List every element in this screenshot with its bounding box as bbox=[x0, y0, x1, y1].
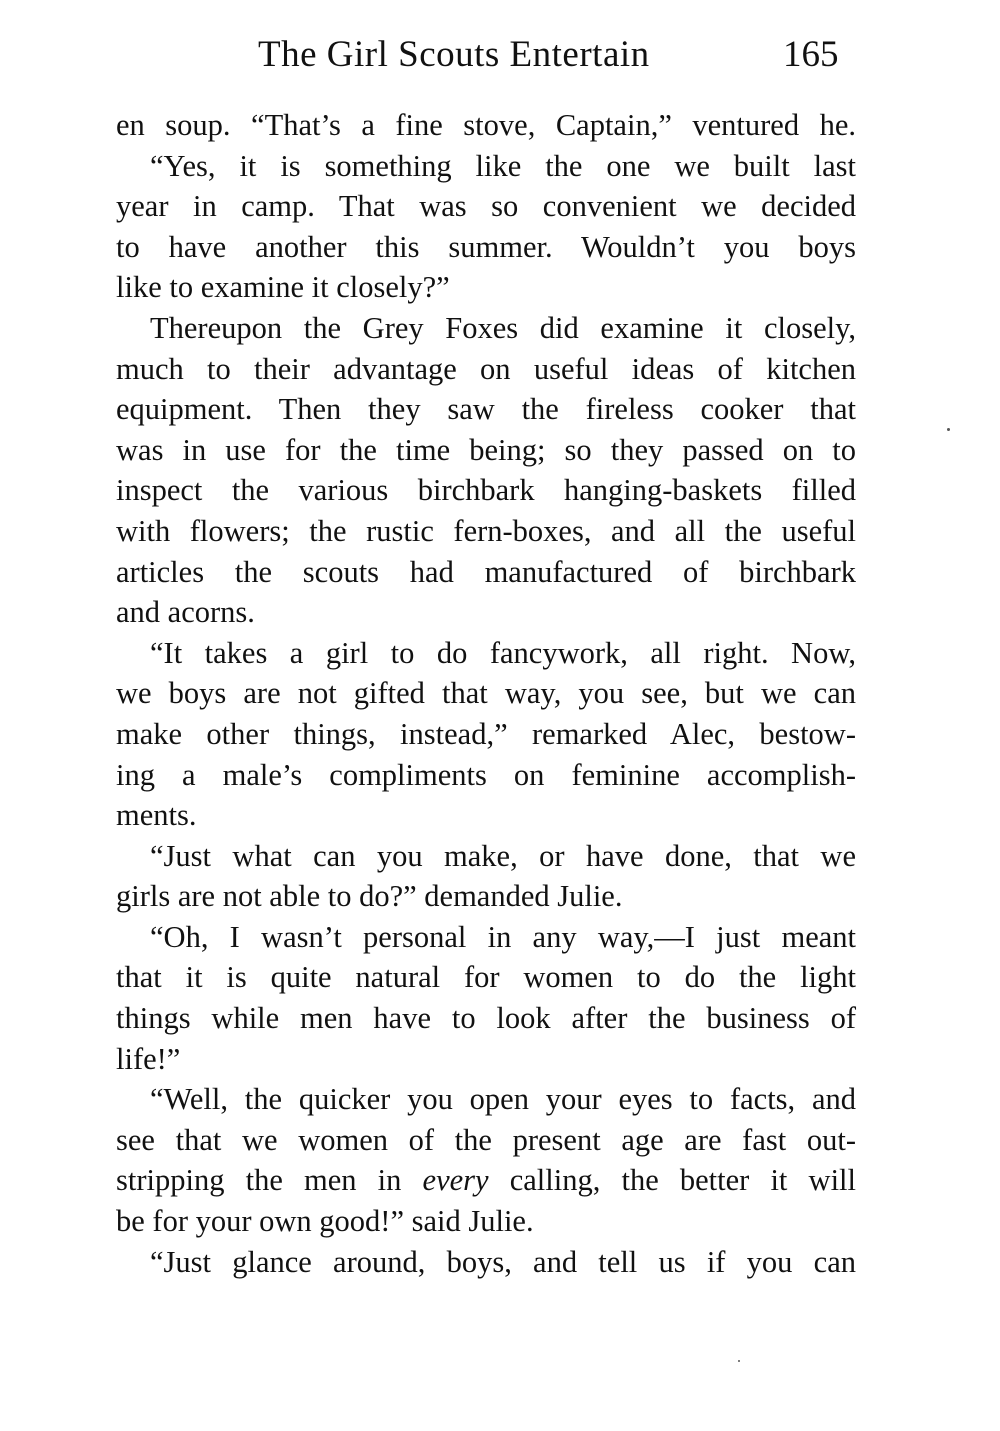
text-line: with flowers; the rustic fern-boxes, and all the useful bbox=[116, 513, 856, 548]
text-line: was in use for the time being; so they passed on to bbox=[116, 432, 856, 467]
body-text bbox=[116, 105, 856, 1282]
text-line: ments. bbox=[116, 798, 197, 833]
text-line: year in camp. That was so convenient we decided bbox=[116, 189, 856, 224]
text-line: en soup. “That’s a fine stove, Captain,” ventured he. bbox=[116, 108, 856, 142]
text-line: equipment. Then they saw the fireless cooker that bbox=[116, 392, 856, 427]
italic-word: every bbox=[422, 1163, 489, 1198]
text-line: see that we women of the present age are fast out- bbox=[116, 1122, 856, 1157]
text-line: life!” bbox=[116, 1041, 181, 1076]
text-line: “It takes a girl to do fancywork, all right. Now, bbox=[150, 635, 856, 670]
text-line: much to their advantage on useful ideas of kitchen bbox=[116, 351, 856, 386]
text-line: be for your own good!” said Julie. bbox=[116, 1204, 534, 1239]
text-line: girls are not able to do?” demanded Julie. bbox=[116, 879, 623, 914]
text-segment: stripping the men in bbox=[116, 1163, 423, 1198]
text-line: inspect the various birchbark hanging-baskets filled bbox=[116, 473, 856, 508]
text-line: “Yes, it is something like the one we built last bbox=[150, 148, 856, 183]
running-head bbox=[0, 30, 1000, 80]
text-line: “Just what can you make, or have done, that we bbox=[150, 838, 856, 873]
text-segment: calling, the better it will bbox=[488, 1163, 856, 1198]
running-title: The Girl Scouts Entertain bbox=[258, 34, 650, 75]
text-line: like to examine it closely?” bbox=[116, 270, 450, 305]
text-line: we boys are not gifted that way, you see, but we can bbox=[116, 676, 856, 711]
text-line: make other things, instead,” remarked Alec, bestow- bbox=[116, 716, 856, 751]
text-line: Thereupon the Grey Foxes did examine it closely, bbox=[150, 310, 856, 345]
text-line: and acorns. bbox=[116, 595, 255, 630]
text-line: “Oh, I wasn’t personal in any way,—I just meant bbox=[150, 919, 856, 954]
text-line bbox=[116, 1160, 856, 1201]
text-line: that it is quite natural for women to do the light bbox=[116, 960, 856, 995]
text-line: to have another this summer. Wouldn’t you boys bbox=[116, 229, 856, 264]
scan-speck bbox=[738, 1360, 740, 1362]
page-number: 165 bbox=[783, 34, 839, 75]
text-line: things while men have to look after the business of bbox=[116, 1001, 856, 1036]
text-line: ing a male’s compliments on feminine accomplish- bbox=[116, 757, 856, 792]
text-line: “Well, the quicker you open your eyes to facts, and bbox=[150, 1082, 856, 1117]
text-line: articles the scouts had manufactured of birchbark bbox=[116, 554, 856, 589]
text-line: “Just glance around, boys, and tell us if you can bbox=[150, 1244, 856, 1279]
scan-speck bbox=[947, 428, 950, 431]
